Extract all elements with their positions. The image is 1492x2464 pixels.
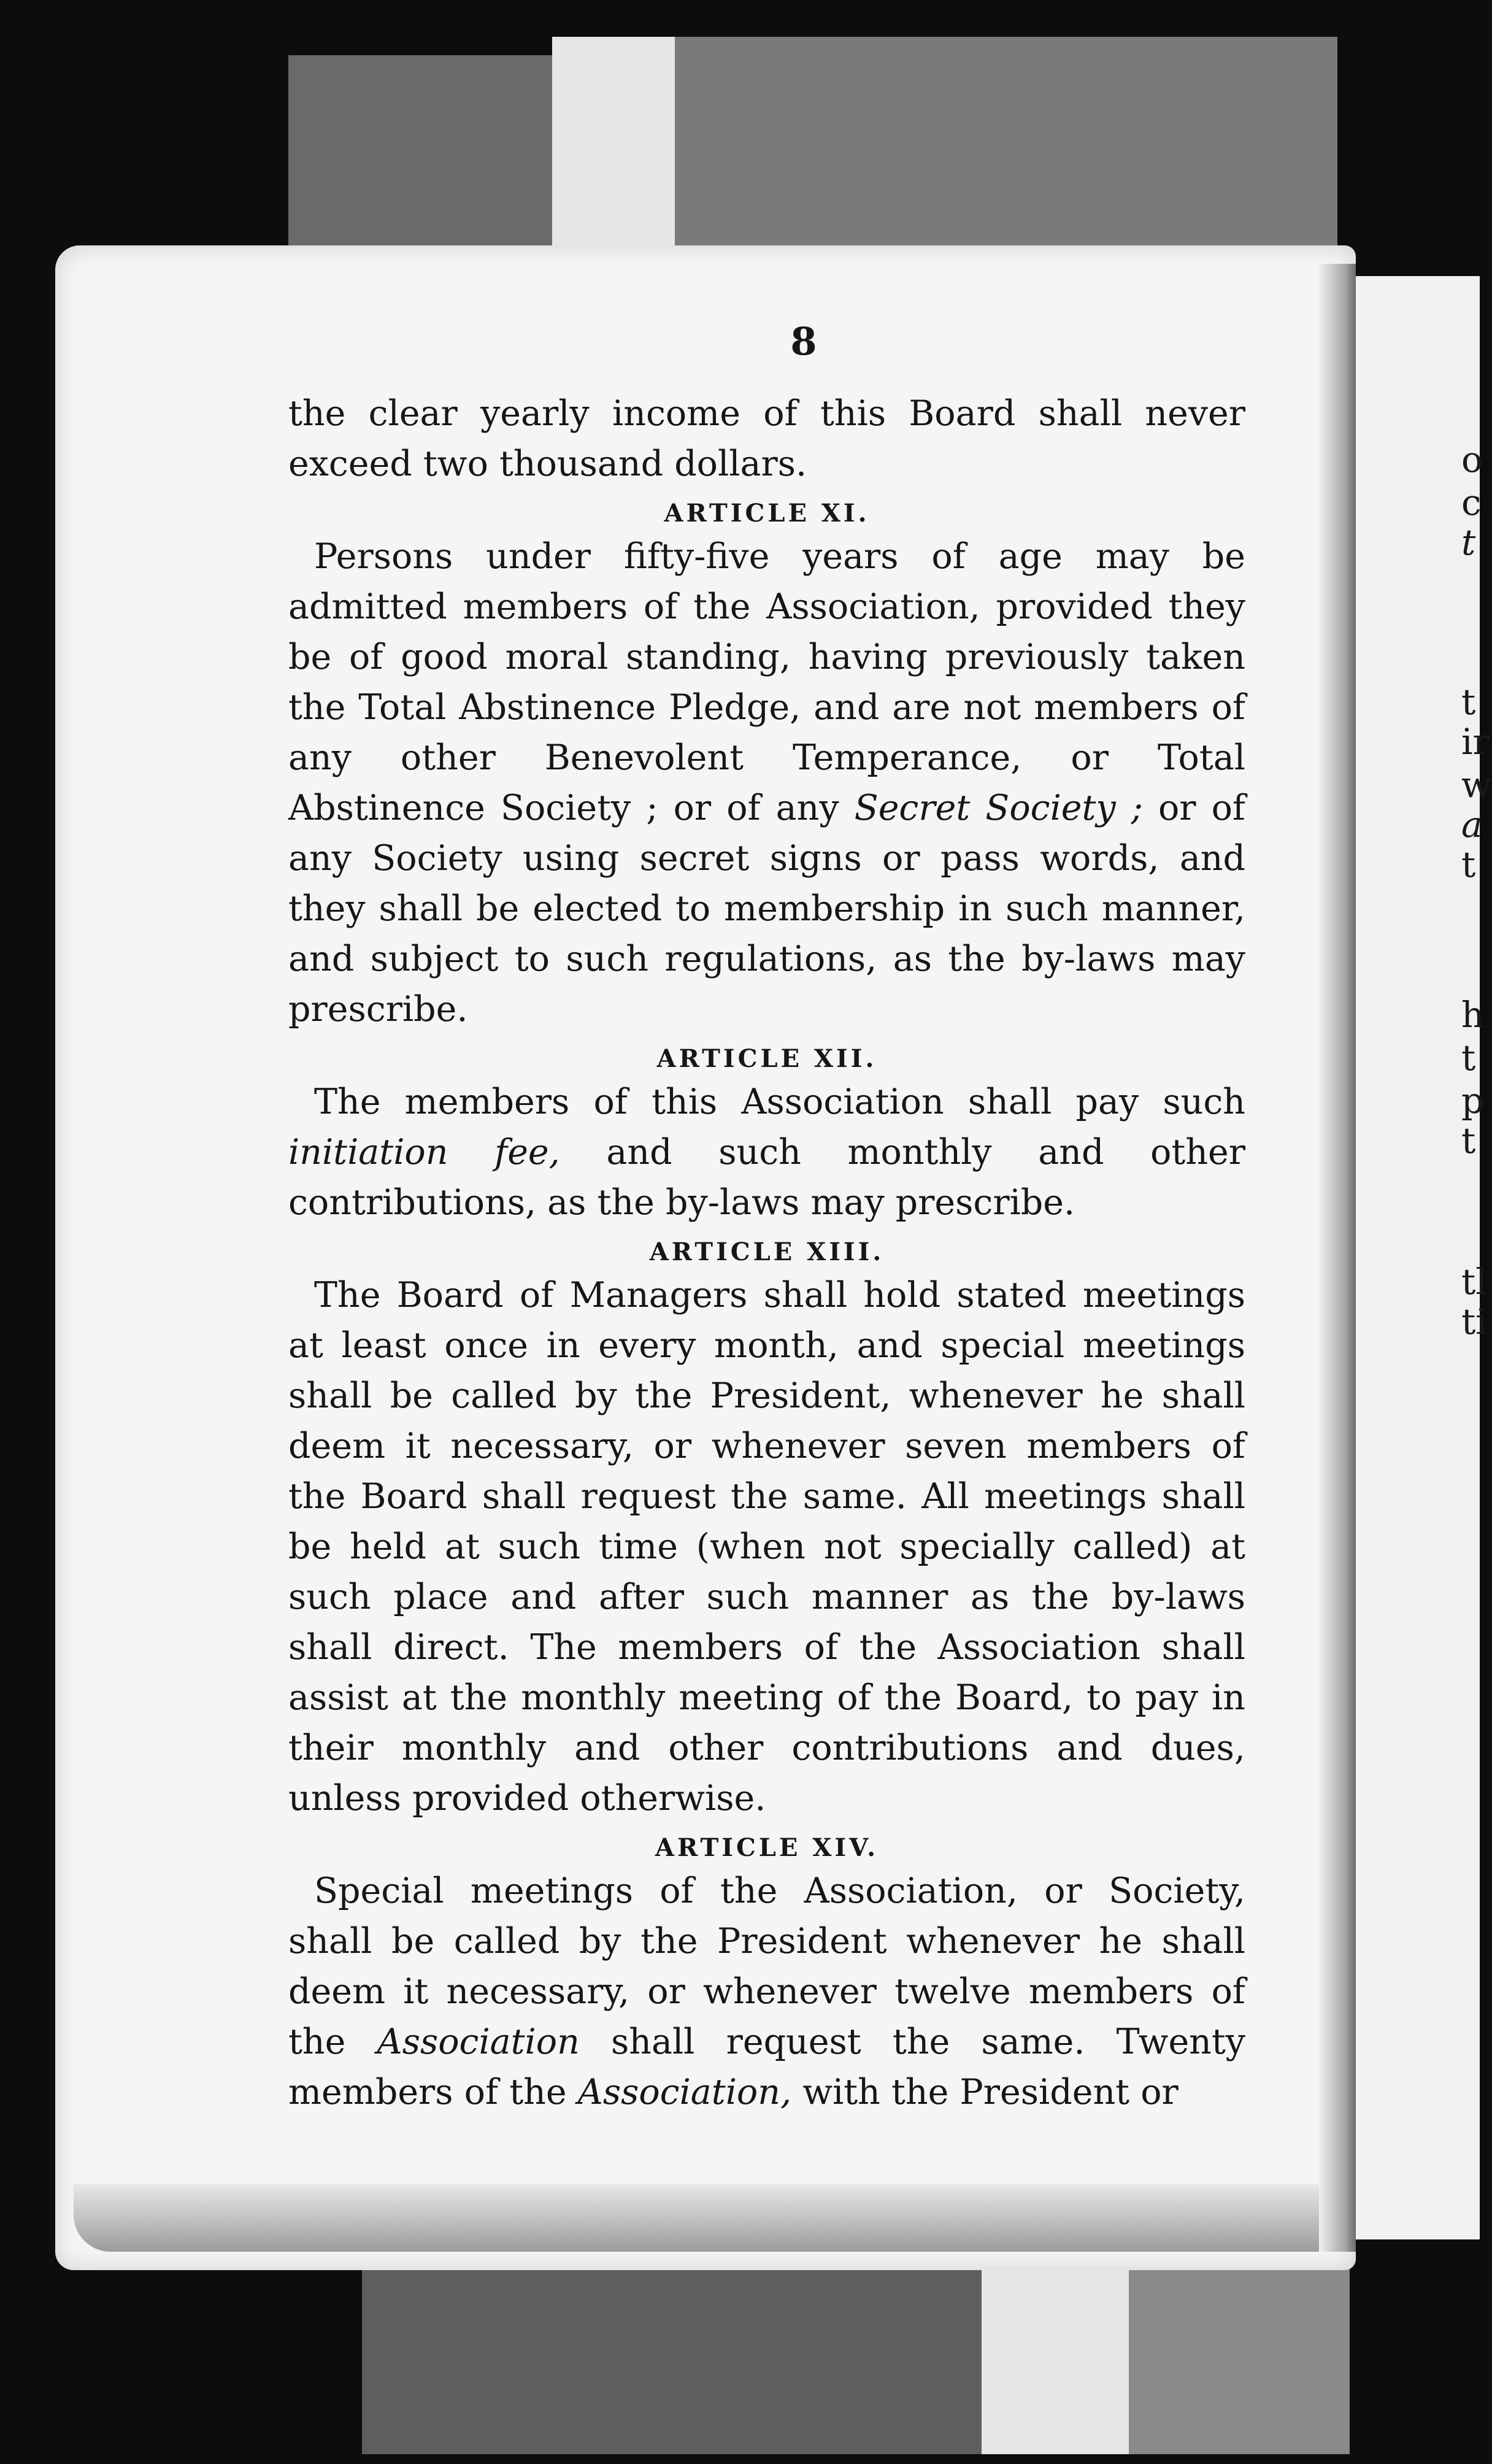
scanner-clip-top: [552, 37, 675, 270]
page-stack-bottom: [74, 2184, 1350, 2252]
scanner-backdrop-top-right: [675, 37, 1337, 270]
italic-segment: Association,: [577, 2072, 792, 2112]
text-segment: and such monthly and other contributions, as the by-laws may prescribe.: [288, 1132, 1245, 1223]
facing-page-fragment: w: [1461, 764, 1492, 806]
article-heading-xii: ARTICLE XII.: [656, 1044, 877, 1073]
lead-paragraph: the clear yearly income of this Board shall never exceed two thousand dollars.: [288, 393, 1245, 484]
page-content: [288, 319, 1245, 2117]
article-xii-text: [288, 1077, 1245, 1228]
article-xiii-text: The Board of Managers shall hold stated meetings at least once in every month, and special meetings shall be called by the President, whenever he shall deem it necessary, or whenever seven members of the Board shall request the same. All meetings shall be held at such time (when not specially called) at such place and after such manner as the by-laws shall direct. The members of the Association shall assist at the monthly meeting of the Board, to pay in their monthly and other contributions and dues, unless provided otherwise.: [288, 1275, 1245, 1819]
facing-page-fragment: h: [1461, 994, 1485, 1036]
text-segment: The members of this Association shall pay such: [314, 1082, 1245, 1122]
facing-page-fragment: t: [1461, 1120, 1476, 1161]
text-segment: with the President or: [791, 2072, 1179, 2112]
text-segment: or of any Society using secret signs or pass words, and they shall be elected to membership in such manner, and subject to such regulations, as the by-laws may prescribe.: [288, 788, 1246, 1030]
facing-page-fragment: t: [1461, 844, 1476, 885]
page-number: 8: [790, 319, 817, 364]
article-heading-xi: ARTICLE XI.: [664, 499, 870, 528]
facing-page: [1337, 276, 1480, 2239]
italic-segment: Secret Society ;: [854, 788, 1143, 828]
facing-page-fragment: p: [1461, 1080, 1485, 1122]
facing-page-fragment: t: [1461, 1037, 1476, 1079]
facing-page-fragment: a: [1461, 804, 1483, 845]
italic-segment: Association: [377, 2022, 580, 2062]
facing-page-fragment: t: [1461, 681, 1476, 723]
article-heading-xiv: ARTICLE XIV.: [655, 1833, 879, 1862]
facing-page-fragment: t: [1461, 522, 1476, 563]
article-xiv-text: [288, 1866, 1245, 2117]
facing-page-fragment: ti: [1461, 1301, 1487, 1342]
facing-page-fragment: c: [1461, 482, 1482, 523]
italic-segment: initiation fee,: [288, 1132, 560, 1172]
article-xi-text: [288, 531, 1245, 1034]
facing-page-fragment: o: [1461, 439, 1483, 480]
book-gutter: [1319, 264, 1356, 2252]
facing-page-fragment: ir: [1461, 721, 1490, 763]
text-segment: Special meetings of the Association, or Society, shall be called by the President whenever he shall deem it necessary, or whenever twelve members of the: [288, 1871, 1245, 2062]
facing-page-fragment: tl: [1461, 1261, 1487, 1303]
scanner-backdrop-top-left: [288, 55, 552, 264]
text-segment: shall request the same. Twenty members of the: [288, 2022, 1245, 2112]
article-heading-xiii: ARTICLE XIII.: [649, 1238, 885, 1266]
text-segment: Persons under fifty-five years of age may be admitted members of the Association, provided they be of good moral standing, having previously taken the Total Abstinence Pledge, and are not members of any other Benevolent Temperance, or Total Abstinence Society ; or of any: [288, 536, 1245, 828]
